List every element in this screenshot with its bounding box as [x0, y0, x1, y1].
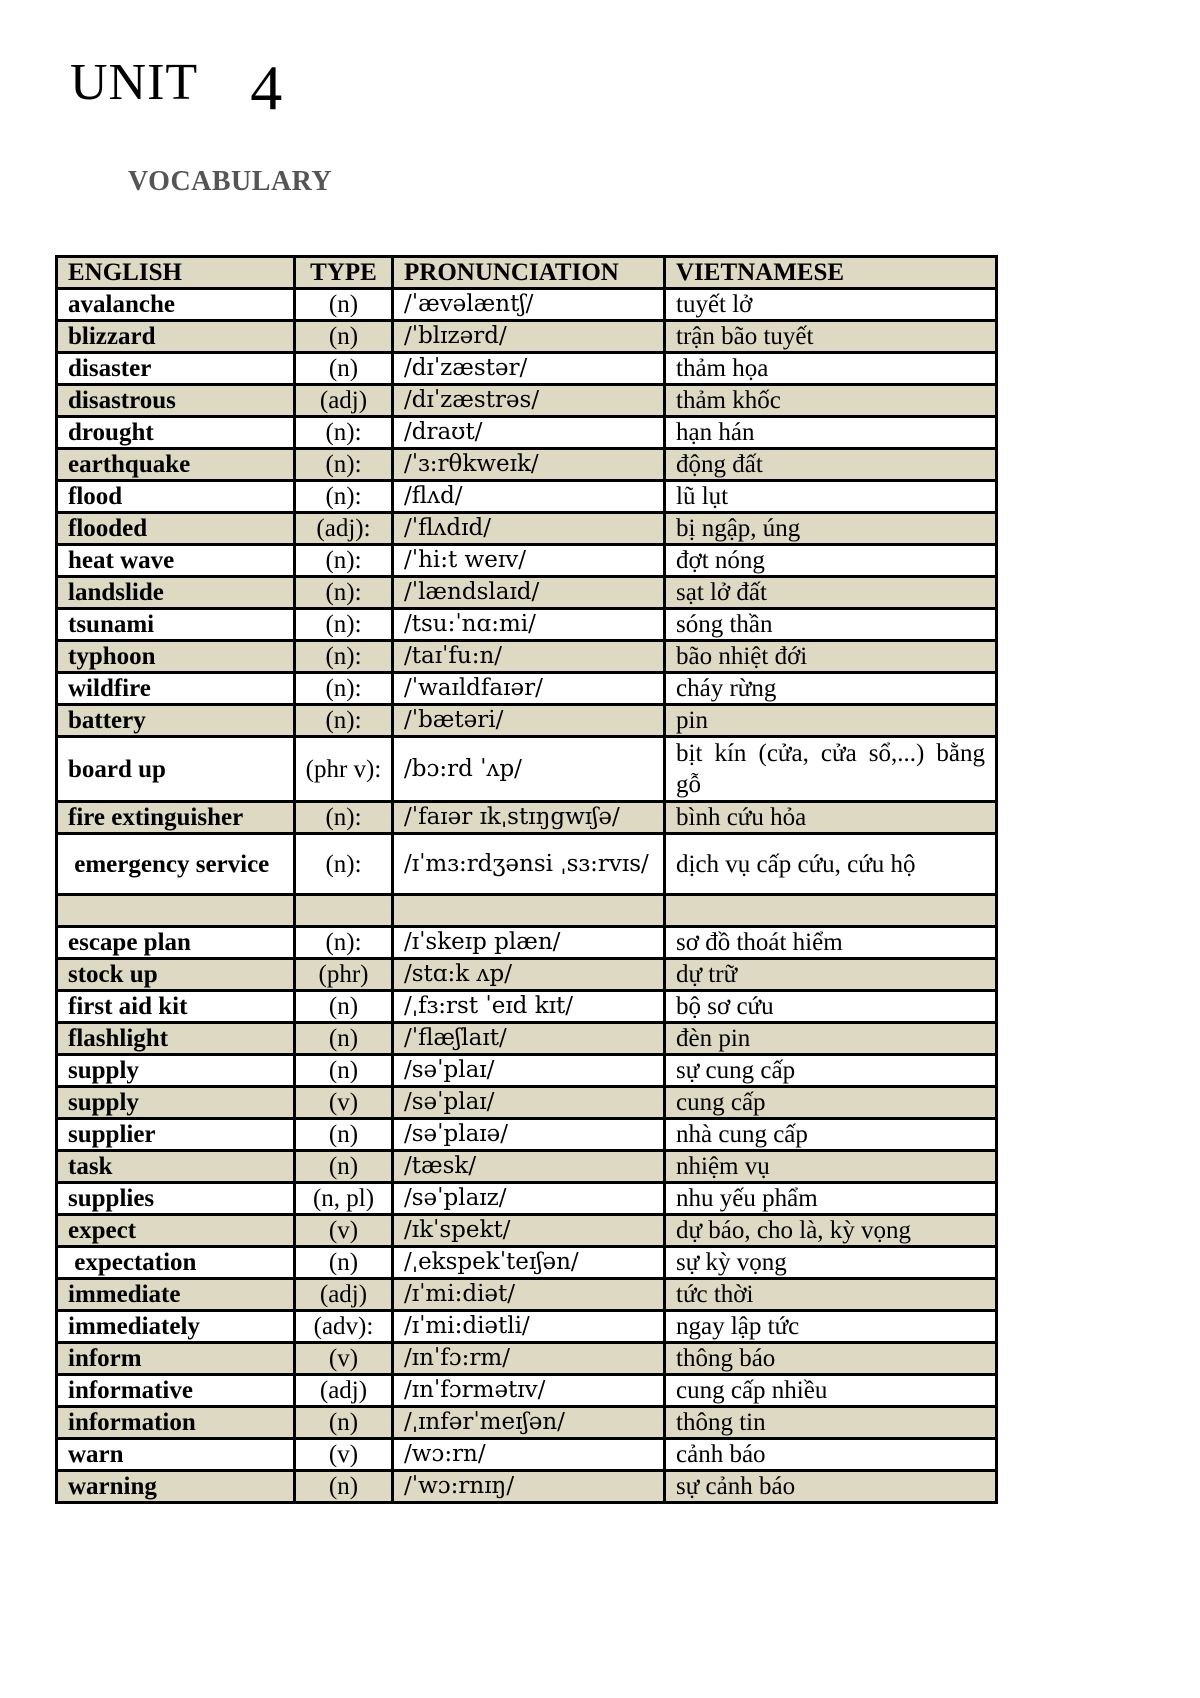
type-cell: (n):: [295, 577, 393, 609]
pronunciation-cell: /draʊt/: [393, 417, 665, 449]
type-cell: (n, pl): [295, 1183, 393, 1215]
english-cell: disaster: [57, 353, 295, 385]
vietnamese-cell: tức thời: [665, 1279, 997, 1311]
vietnamese-cell: [665, 895, 997, 927]
vietnamese-cell: cung cấp nhiều: [665, 1375, 997, 1407]
pronunciation-cell: /dɪˈzæstər/: [393, 353, 665, 385]
pronunciation-cell: /ɪˈmi:diət/: [393, 1279, 665, 1311]
pronunciation-cell: /ˈbætəri/: [393, 705, 665, 737]
english-cell: heat wave: [57, 545, 295, 577]
section-title: VOCABULARY: [128, 166, 333, 197]
table-row: [57, 705, 997, 737]
english-cell: blizzard: [57, 321, 295, 353]
english-cell: stock up: [57, 959, 295, 991]
vietnamese-cell: thảm họa: [665, 353, 997, 385]
table-row: [57, 321, 997, 353]
vietnamese-cell: dự báo, cho là, kỳ vọng: [665, 1215, 997, 1247]
vietnamese-cell: trận bão tuyết: [665, 321, 997, 353]
english-cell: flood: [57, 481, 295, 513]
vietnamese-cell: thông tin: [665, 1407, 997, 1439]
pronunciation-cell: /tæsk/: [393, 1151, 665, 1183]
english-cell: immediate: [57, 1279, 295, 1311]
english-cell: immediately: [57, 1311, 295, 1343]
type-cell: (n):: [295, 641, 393, 673]
english-cell: board up: [57, 737, 295, 802]
type-cell: (n):: [295, 449, 393, 481]
pronunciation-cell: /ˈflʌdɪd/: [393, 513, 665, 545]
pronunciation-cell: /səˈplaɪz/: [393, 1183, 665, 1215]
table-row: [57, 1183, 997, 1215]
vietnamese-cell: bịt kín (cửa, cửa sổ,...) bằng gỗ: [665, 737, 997, 802]
table-row: [57, 1023, 997, 1055]
pronunciation-cell: /ˈwaɪldfaɪər/: [393, 673, 665, 705]
vietnamese-cell: lũ lụt: [665, 481, 997, 513]
table-row: [57, 959, 997, 991]
type-cell: (n):: [295, 927, 393, 959]
table-row: [57, 353, 997, 385]
pronunciation-cell: /ˌekspekˈteɪʃən/: [393, 1247, 665, 1279]
unit-title: [70, 46, 284, 123]
english-cell: earthquake: [57, 449, 295, 481]
pronunciation-cell: /flʌd/: [393, 481, 665, 513]
vietnamese-cell: ngay lập tức: [665, 1311, 997, 1343]
table-row: [57, 385, 997, 417]
vietnamese-cell: cảnh báo: [665, 1439, 997, 1471]
pronunciation-cell: /bɔ:rd ˈʌp/: [393, 737, 665, 802]
type-cell: (n):: [295, 609, 393, 641]
table-row: [57, 1087, 997, 1119]
table-row: [57, 927, 997, 959]
table-row: [57, 609, 997, 641]
table-row: [57, 1215, 997, 1247]
pronunciation-cell: /wɔ:rn/: [393, 1439, 665, 1471]
pronunciation-cell: /ɪnˈfɔ:rm/: [393, 1343, 665, 1375]
pronunciation-cell: /ɪkˈspekt/: [393, 1215, 665, 1247]
pronunciation-cell: /ˈwɔ:rnɪŋ/: [393, 1471, 665, 1503]
pronunciation-cell: /ˈævəlæntʃ/: [393, 289, 665, 321]
table-header-row: [57, 257, 997, 289]
vietnamese-cell: bộ sơ cứu: [665, 991, 997, 1023]
english-cell: disastrous: [57, 385, 295, 417]
english-cell: [57, 895, 295, 927]
english-cell: drought: [57, 417, 295, 449]
pronunciation-cell: /ɪˈmɜ:rdʒənsi ˌsɜ:rvɪs/: [393, 834, 665, 895]
english-cell: supply: [57, 1087, 295, 1119]
type-cell: (n):: [295, 802, 393, 834]
type-cell: (adv):: [295, 1311, 393, 1343]
english-cell: expect: [57, 1215, 295, 1247]
pronunciation-cell: /ɪˈmi:diətli/: [393, 1311, 665, 1343]
type-cell: (adj):: [295, 513, 393, 545]
unit-number: 4: [250, 52, 284, 123]
vietnamese-cell: sóng thần: [665, 609, 997, 641]
english-cell: warning: [57, 1471, 295, 1503]
vocabulary-rows: [57, 289, 997, 1503]
table-row: [57, 1439, 997, 1471]
type-cell: (v): [295, 1215, 393, 1247]
table-row: [57, 673, 997, 705]
type-cell: (n): [295, 1055, 393, 1087]
vietnamese-cell: dự trữ: [665, 959, 997, 991]
type-cell: (n):: [295, 545, 393, 577]
type-cell: (n):: [295, 481, 393, 513]
vietnamese-cell: nhu yếu phẩm: [665, 1183, 997, 1215]
type-cell: (v): [295, 1087, 393, 1119]
english-cell: battery: [57, 705, 295, 737]
english-cell: typhoon: [57, 641, 295, 673]
english-cell: wildfire: [57, 673, 295, 705]
header-pronunciation: PRONUNCIATION: [393, 257, 665, 289]
vietnamese-cell: nhà cung cấp: [665, 1119, 997, 1151]
pronunciation-cell: /ˈlændslaɪd/: [393, 577, 665, 609]
pronunciation-cell: /səˈplaɪ/: [393, 1087, 665, 1119]
pronunciation-cell: /ɪˈskeɪp plæn/: [393, 927, 665, 959]
table-row: [57, 1343, 997, 1375]
table-row: [57, 1247, 997, 1279]
type-cell: (adj): [295, 1375, 393, 1407]
header-type: TYPE: [295, 257, 393, 289]
vietnamese-cell: pin: [665, 705, 997, 737]
english-cell: information: [57, 1407, 295, 1439]
table-row: [57, 417, 997, 449]
vietnamese-cell: bình cứu hỏa: [665, 802, 997, 834]
type-cell: (n): [295, 991, 393, 1023]
type-cell: (n):: [295, 673, 393, 705]
table-row: [57, 289, 997, 321]
table-row: [57, 895, 997, 927]
table-row: [57, 1279, 997, 1311]
vocabulary-table: [55, 255, 998, 1504]
type-cell: (n): [295, 1471, 393, 1503]
english-cell: supplier: [57, 1119, 295, 1151]
vietnamese-cell: dịch vụ cấp cứu, cứu hộ: [665, 834, 997, 895]
vietnamese-cell: cháy rừng: [665, 673, 997, 705]
english-cell: inform: [57, 1343, 295, 1375]
unit-label: UNIT: [70, 54, 199, 111]
pronunciation-cell: /taɪˈfu:n/: [393, 641, 665, 673]
type-cell: (n):: [295, 417, 393, 449]
english-cell: warn: [57, 1439, 295, 1471]
table-row: [57, 1119, 997, 1151]
english-cell: informative: [57, 1375, 295, 1407]
pronunciation-cell: /ɪnˈfɔrmətɪv/: [393, 1375, 665, 1407]
table-row: [57, 802, 997, 834]
english-cell: task: [57, 1151, 295, 1183]
vietnamese-cell: đèn pin: [665, 1023, 997, 1055]
type-cell: (n): [295, 1023, 393, 1055]
english-cell: expectation: [57, 1247, 295, 1279]
type-cell: (n): [295, 1247, 393, 1279]
vietnamese-cell: bão nhiệt đới: [665, 641, 997, 673]
english-cell: flooded: [57, 513, 295, 545]
type-cell: (n): [295, 353, 393, 385]
pronunciation-cell: /ˌɪnfərˈmeɪʃən/: [393, 1407, 665, 1439]
table-row: [57, 1055, 997, 1087]
vietnamese-cell: đợt nóng: [665, 545, 997, 577]
pronunciation-cell: /ˈfaɪər ɪkˌstɪŋgwɪʃə/: [393, 802, 665, 834]
header-english: ENGLISH: [57, 257, 295, 289]
english-cell: supply: [57, 1055, 295, 1087]
type-cell: [295, 895, 393, 927]
pronunciation-cell: /dɪˈzæstrəs/: [393, 385, 665, 417]
type-cell: (phr v):: [295, 737, 393, 802]
type-cell: (v): [295, 1343, 393, 1375]
table-row: [57, 1151, 997, 1183]
table-row: [57, 545, 997, 577]
pronunciation-cell: /ˌfɜ:rst ˈeɪd kɪt/: [393, 991, 665, 1023]
english-cell: tsunami: [57, 609, 295, 641]
vietnamese-cell: sơ đồ thoát hiểm: [665, 927, 997, 959]
type-cell: (v): [295, 1439, 393, 1471]
vietnamese-cell: sự kỳ vọng: [665, 1247, 997, 1279]
pronunciation-cell: /tsu:ˈnɑ:mi/: [393, 609, 665, 641]
table-row: [57, 513, 997, 545]
vietnamese-cell: động đất: [665, 449, 997, 481]
pronunciation-cell: /stɑ:k ʌp/: [393, 959, 665, 991]
pronunciation-cell: /səˈplaɪ/: [393, 1055, 665, 1087]
vietnamese-cell: bị ngập, úng: [665, 513, 997, 545]
english-cell: supplies: [57, 1183, 295, 1215]
pronunciation-cell: /səˈplaɪə/: [393, 1119, 665, 1151]
type-cell: (phr): [295, 959, 393, 991]
table-row: [57, 991, 997, 1023]
english-cell: escape plan: [57, 927, 295, 959]
pronunciation-cell: /ˈɜ:rθkweɪk/: [393, 449, 665, 481]
type-cell: (n):: [295, 834, 393, 895]
pronunciation-cell: /ˈflæʃlaɪt/: [393, 1023, 665, 1055]
header-vietnamese: VIETNAMESE: [665, 257, 997, 289]
english-cell: avalanche: [57, 289, 295, 321]
type-cell: (adj): [295, 385, 393, 417]
type-cell: (adj): [295, 1279, 393, 1311]
type-cell: (n): [295, 289, 393, 321]
vietnamese-cell: nhiệm vụ: [665, 1151, 997, 1183]
pronunciation-cell: /ˈhi:t weɪv/: [393, 545, 665, 577]
type-cell: (n):: [295, 705, 393, 737]
pronunciation-cell: /ˈblɪzərd/: [393, 321, 665, 353]
table-row: [57, 1471, 997, 1503]
english-cell: fire extinguisher: [57, 802, 295, 834]
pronunciation-cell: [393, 895, 665, 927]
english-cell: flashlight: [57, 1023, 295, 1055]
english-cell: emergency service: [57, 834, 295, 895]
vietnamese-cell: hạn hán: [665, 417, 997, 449]
type-cell: (n): [295, 1119, 393, 1151]
vietnamese-cell: sạt lở đất: [665, 577, 997, 609]
table-row: [57, 481, 997, 513]
table-row: [57, 737, 997, 802]
vietnamese-cell: thảm khốc: [665, 385, 997, 417]
table-row: [57, 577, 997, 609]
vietnamese-cell: sự cảnh báo: [665, 1471, 997, 1503]
type-cell: (n): [295, 1151, 393, 1183]
table-row: [57, 834, 997, 895]
table-row: [57, 449, 997, 481]
vietnamese-cell: tuyết lở: [665, 289, 997, 321]
vietnamese-cell: sự cung cấp: [665, 1055, 997, 1087]
table-row: [57, 641, 997, 673]
english-cell: landslide: [57, 577, 295, 609]
type-cell: (n): [295, 1407, 393, 1439]
type-cell: (n): [295, 321, 393, 353]
vietnamese-cell: cung cấp: [665, 1087, 997, 1119]
table-row: [57, 1375, 997, 1407]
table-row: [57, 1311, 997, 1343]
table-row: [57, 1407, 997, 1439]
vietnamese-cell: thông báo: [665, 1343, 997, 1375]
english-cell: first aid kit: [57, 991, 295, 1023]
